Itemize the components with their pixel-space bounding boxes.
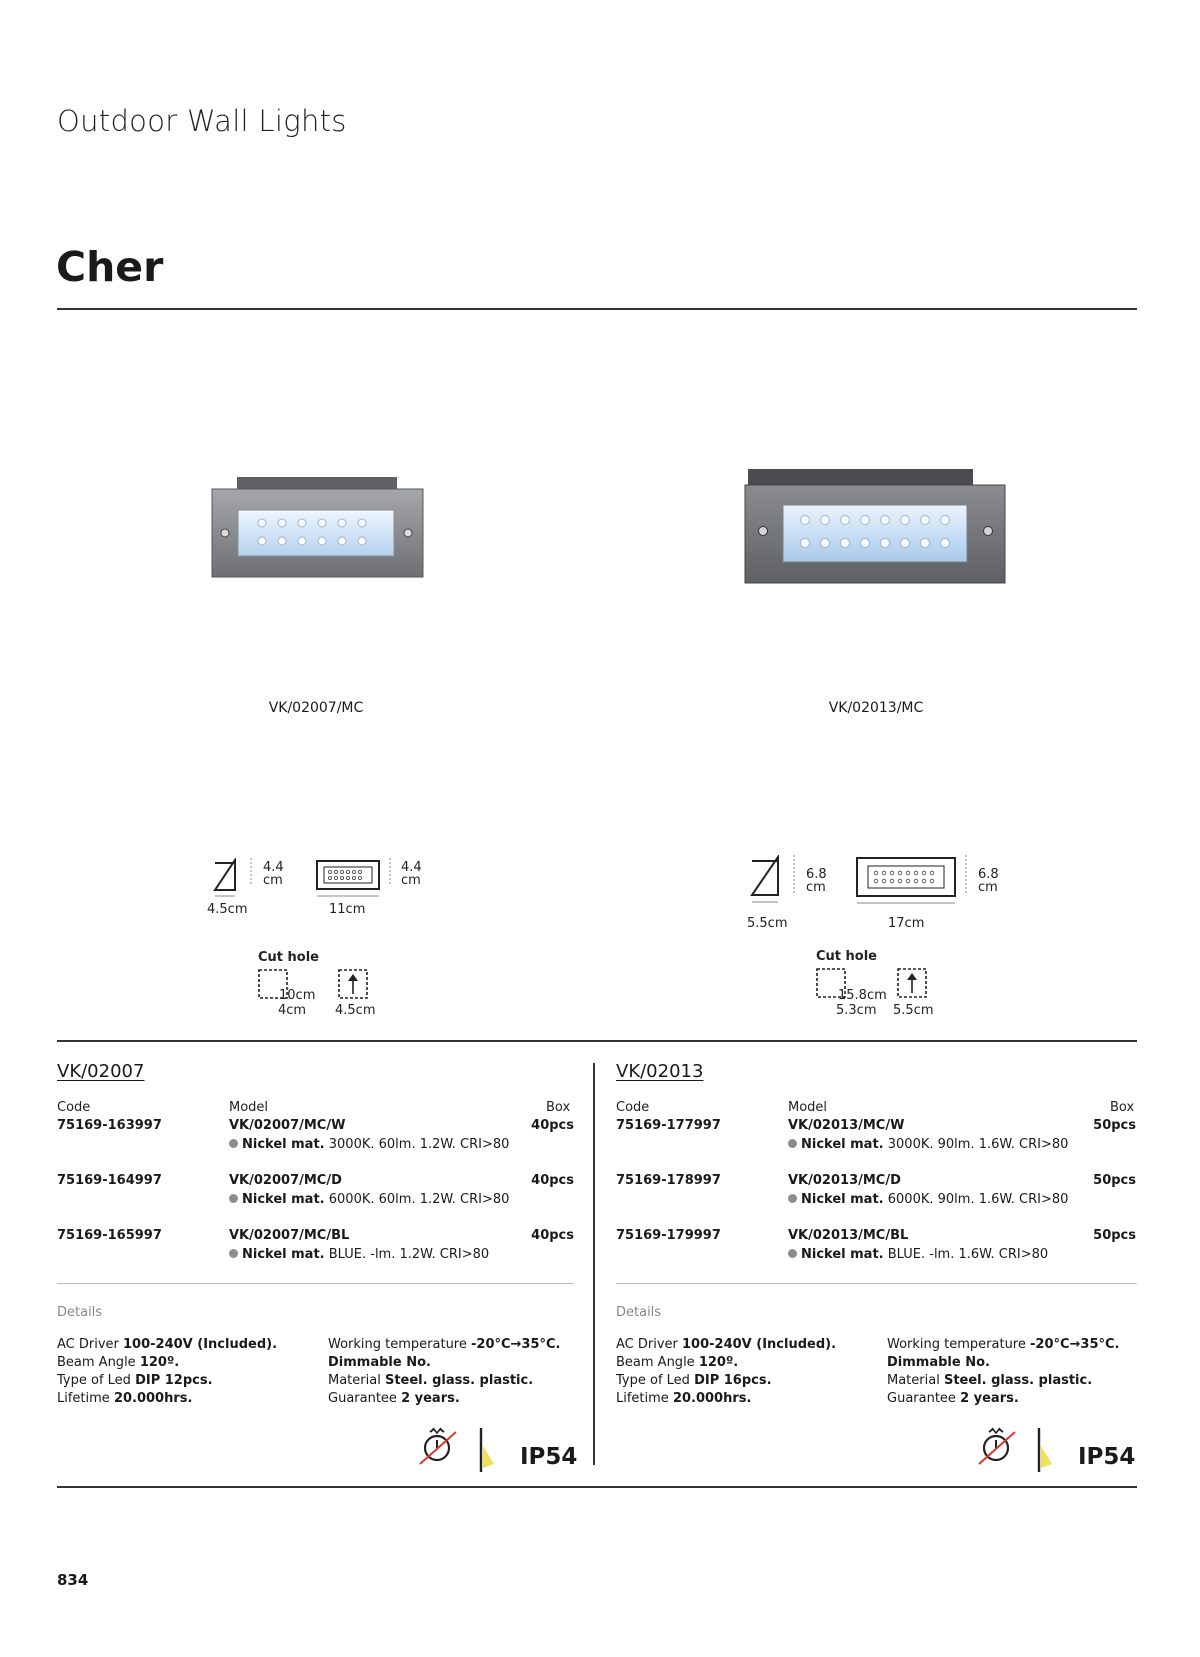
row-code: 75169-164997 <box>57 1173 162 1188</box>
product-caption: VK/02013/MC <box>828 700 924 716</box>
detail-dimmable: Dimmable No. <box>887 1355 990 1370</box>
row-box: 40pcs <box>531 1118 574 1133</box>
product-photo-vk02013 <box>743 467 1007 585</box>
cut-hole-title: Cut hole <box>258 950 319 965</box>
row-spec <box>788 1247 1048 1262</box>
row-spec <box>788 1137 1068 1152</box>
dim-side-height: 4.4 <box>263 860 284 875</box>
finish-label: Nickel mat. <box>801 1247 884 1262</box>
spec-text: 3000K. 90lm. 1.6W. CRI>80 <box>887 1137 1069 1152</box>
detail-driver: AC Driver 100-240V (Included). <box>57 1337 278 1352</box>
table-row <box>0 1173 1200 1223</box>
detail-dimmable: Dimmable No. <box>328 1355 431 1370</box>
details-rule <box>616 1283 1137 1284</box>
row-box: 50pcs <box>1093 1118 1136 1133</box>
detail-material: Material Steel. glass. plastic. <box>887 1373 1093 1388</box>
row-spec <box>788 1192 1068 1207</box>
detail-temperature: Working temperature -20°C→35°C. <box>328 1337 561 1352</box>
details-label: Details <box>616 1305 662 1320</box>
dim-front-height: 6.8 <box>978 867 999 882</box>
finish-label: Nickel mat. <box>801 1192 884 1207</box>
detail-material: Material Steel. glass. plastic. <box>328 1373 534 1388</box>
row-model: VK/02013/MC/W <box>788 1118 905 1133</box>
ip-rating: IP54 <box>520 1444 578 1470</box>
finish-label: Nickel mat. <box>242 1137 325 1152</box>
product-caption: VK/02007/MC <box>268 700 364 716</box>
cut-hole-width: 15.8cm <box>838 988 887 1003</box>
col-model: Model <box>229 1100 269 1115</box>
table-row <box>0 1118 1200 1168</box>
header-rule <box>57 308 1137 310</box>
finish-dot-icon <box>788 1194 797 1203</box>
section-title: VK/02007 <box>57 1061 145 1082</box>
row-code: 75169-165997 <box>57 1228 162 1243</box>
dim-unit: cm <box>401 873 421 888</box>
row-box: 40pcs <box>531 1173 574 1188</box>
finish-label: Nickel mat. <box>801 1137 884 1152</box>
row-model: VK/02013/MC/D <box>788 1173 901 1188</box>
detail-lifetime: Lifetime 20.000hrs. <box>57 1391 193 1406</box>
row-box: 50pcs <box>1093 1228 1136 1243</box>
row-model: VK/02007/MC/BL <box>229 1228 350 1243</box>
detail-led: Type of Led DIP 16pcs. <box>616 1373 772 1388</box>
spec-text: BLUE. -lm. 1.2W. CRI>80 <box>328 1247 490 1262</box>
no-timer-icon <box>977 1426 1019 1466</box>
row-box: 50pcs <box>1093 1173 1136 1188</box>
dim-front-height: 4.4 <box>401 860 422 875</box>
section-rule <box>57 1040 1137 1042</box>
height-marker <box>791 855 797 895</box>
product-photo-vk02007 <box>210 475 425 580</box>
row-code: 75169-163997 <box>57 1118 162 1133</box>
detail-beam: Beam Angle 120º. <box>57 1355 180 1370</box>
cut-depth-diagram <box>337 968 371 1002</box>
front-view-diagram <box>315 858 381 898</box>
row-model: VK/02007/MC/W <box>229 1118 346 1133</box>
details-label: Details <box>57 1305 103 1320</box>
detail-led: Type of Led DIP 12pcs. <box>57 1373 213 1388</box>
cut-hole-depth: 4.5cm <box>335 1003 376 1018</box>
spec-text: BLUE. -lm. 1.6W. CRI>80 <box>887 1247 1049 1262</box>
finish-label: Nickel mat. <box>242 1247 325 1262</box>
page-number: 834 <box>57 1571 89 1589</box>
detail-lifetime: Lifetime 20.000hrs. <box>616 1391 752 1406</box>
row-box: 40pcs <box>531 1228 574 1243</box>
dim-unit: cm <box>263 873 283 888</box>
no-timer-icon <box>418 1426 460 1466</box>
spec-text: 6000K. 90lm. 1.6W. CRI>80 <box>887 1192 1069 1207</box>
detail-driver: AC Driver 100-240V (Included). <box>616 1337 837 1352</box>
detail-guarantee: Guarantee 2 years. <box>328 1391 460 1406</box>
height-marker <box>387 858 393 888</box>
details-col-right <box>887 1336 1120 1408</box>
dim-side-height: 6.8 <box>806 867 827 882</box>
dim-unit: cm <box>978 880 998 895</box>
cut-hole-height: 5.3cm <box>836 1003 877 1018</box>
spec-text: 6000K. 60lm. 1.2W. CRI>80 <box>328 1192 510 1207</box>
col-model: Model <box>788 1100 828 1115</box>
row-code: 75169-177997 <box>616 1118 721 1133</box>
cut-hole-depth: 5.5cm <box>893 1003 934 1018</box>
cut-hole-height: 4cm <box>278 1003 307 1018</box>
cut-hole-width: 10cm <box>279 988 316 1003</box>
dim-front-width: 11cm <box>329 902 366 917</box>
height-marker <box>248 858 254 888</box>
finish-label: Nickel mat. <box>242 1192 325 1207</box>
family-title: Cher <box>56 243 164 291</box>
ip-rating: IP54 <box>1078 1444 1136 1470</box>
dim-front-width: 17cm <box>888 916 925 931</box>
col-box: Box <box>546 1100 571 1115</box>
ambient-light-icon <box>478 1428 500 1472</box>
row-model: VK/02013/MC/BL <box>788 1228 909 1243</box>
row-code: 75169-179997 <box>616 1228 721 1243</box>
detail-temperature: Working temperature -20°C→35°C. <box>887 1337 1120 1352</box>
details-col-left <box>616 1336 836 1408</box>
section-title: VK/02013 <box>616 1061 704 1082</box>
spec-text: 3000K. 60lm. 1.2W. CRI>80 <box>328 1137 510 1152</box>
col-code: Code <box>57 1100 91 1115</box>
side-profile-diagram <box>210 858 250 898</box>
dim-side-width: 5.5cm <box>747 916 788 931</box>
col-box: Box <box>1110 1100 1135 1115</box>
cut-hole-title: Cut hole <box>816 949 877 964</box>
finish-dot-icon <box>788 1249 797 1258</box>
row-model: VK/02007/MC/D <box>229 1173 342 1188</box>
detail-beam: Beam Angle 120º. <box>616 1355 739 1370</box>
finish-dot-icon <box>788 1139 797 1148</box>
dim-side-width: 4.5cm <box>207 902 248 917</box>
row-code: 75169-178997 <box>616 1173 721 1188</box>
details-col-left <box>57 1336 277 1408</box>
ambient-light-icon <box>1036 1428 1058 1472</box>
dim-unit: cm <box>806 880 826 895</box>
details-col-right <box>328 1336 561 1408</box>
side-profile-diagram <box>748 855 792 905</box>
col-code: Code <box>616 1100 650 1115</box>
height-marker <box>963 855 969 895</box>
details-rule <box>57 1283 574 1284</box>
detail-guarantee: Guarantee 2 years. <box>887 1391 1019 1406</box>
table-row <box>0 1228 1200 1278</box>
cut-depth-diagram <box>896 967 930 1001</box>
category-title: Outdoor Wall Lights <box>57 104 347 138</box>
footer-rule <box>57 1486 1137 1488</box>
front-view-diagram <box>855 855 959 905</box>
